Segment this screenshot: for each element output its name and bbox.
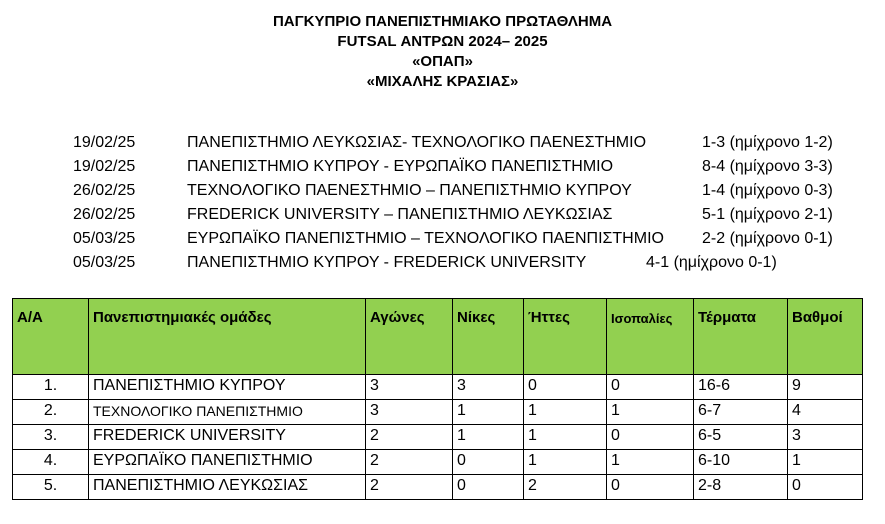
match-date: 26/02/25 (73, 206, 136, 223)
cell-played: 2 (366, 425, 453, 450)
table-row (13, 375, 863, 400)
cell-team: ΤΕΧΝΟΛΟΓΙΚΟ ΠΑΝΕΠΙΣΤΗΜΙΟ (89, 400, 366, 425)
cell-wins: 1 (453, 400, 524, 425)
cell-wins: 0 (453, 475, 524, 500)
cell-draws: 0 (607, 425, 694, 450)
header-goals: Τέρματα (694, 299, 788, 375)
match-teams: ΤΕΧΝΟΛΟΓΙΚΟ ΠΑΕΝΕΣΤΗΜΙΟ – ΠΑΝΕΠΙΣΤΗΜΙΟ ΚΥΠΡΟΥ (187, 182, 632, 199)
cell-losses: 1 (524, 400, 607, 425)
match-teams: ΠΑΝΕΠΙΣΤΗΜΙΟ ΛΕΥΚΩΣΙΑΣ- ΤΕΧΝΟΛΟΓΙΚΟ ΠΑΕΝΕΣΤΗΜΙΟ (187, 134, 647, 151)
cell-wins: 1 (453, 425, 524, 450)
table-row (13, 450, 863, 475)
cell-goals: 6-5 (694, 425, 788, 450)
match-date: 26/02/25 (73, 182, 136, 199)
match-score: 4-1 (ημίχρονο 0-1) (646, 254, 777, 271)
match-score: 2-2 (ημίχρονο 0-1) (702, 230, 833, 247)
cell-points: 9 (788, 375, 863, 400)
cell-played: 3 (366, 375, 453, 400)
cell-points: 0 (788, 475, 863, 500)
match-score: 1-3 (ημίχρονο 1-2) (702, 134, 833, 151)
header-team: Πανεπιστημιακές ομάδες (89, 299, 366, 375)
cell-played: 2 (366, 450, 453, 475)
match-teams: ΠΑΝΕΠΙΣΤΗΜΙΟ ΚΥΠΡΟΥ - ΕΥΡΩΠΑΪΚΟ ΠΑΝΕΠΙΣΤΗΜΙΟ (187, 158, 614, 175)
match-results-list (0, 131, 885, 275)
cell-rank: 5. (13, 475, 89, 500)
match-score: 8-4 (ημίχρονο 3-3) (702, 158, 833, 175)
cell-wins: 0 (453, 450, 524, 475)
cell-rank: 3. (13, 425, 89, 450)
match-result (0, 179, 885, 203)
header-rank: Α/Α (13, 299, 89, 375)
cell-rank: 1. (13, 375, 89, 400)
cell-draws: 0 (607, 375, 694, 400)
cell-points: 3 (788, 425, 863, 450)
cell-losses: 1 (524, 450, 607, 475)
cell-losses: 1 (524, 425, 607, 450)
match-result (0, 131, 885, 155)
championship-title: ΠΑΓΚΥΠΡΙΟ ΠΑΝΕΠΙΣΤΗΜΙΑΚΟ ΠΡΩΤΑΘΛΗΜΑ (272, 13, 613, 30)
cell-goals: 6-10 (694, 450, 788, 475)
table-row (13, 425, 863, 450)
trophy-title: «ΜΙΧΑΛΗΣ ΚΡΑΣΙΑΣ» (366, 73, 519, 90)
cell-played: 2 (366, 475, 453, 500)
match-teams: ΠΑΝΕΠΙΣΤΗΜΙΟ ΚΥΠΡΟΥ - FREDERICK UNIVERSITY (187, 254, 587, 271)
match-result (0, 155, 885, 179)
sponsor-title: «ΟΠΑΠ» (412, 53, 473, 70)
match-result (0, 227, 885, 251)
cell-team: FREDERICK UNIVERSITY (89, 425, 366, 450)
header-played: Αγώνες (366, 299, 453, 375)
header-wins: Νίκες (453, 299, 524, 375)
document-header (0, 12, 885, 92)
cell-losses: 2 (524, 475, 607, 500)
cell-team: ΕΥΡΩΠΑΪΚΟ ΠΑΝΕΠΙΣΤΗΜΙΟ (89, 450, 366, 475)
cell-team: ΠΑΝΕΠΙΣΤΗΜΙΟ ΛΕΥΚΩΣΙΑΣ (89, 475, 366, 500)
cell-draws: 1 (607, 450, 694, 475)
cell-goals: 2-8 (694, 475, 788, 500)
cell-wins: 3 (453, 375, 524, 400)
cell-played: 3 (366, 400, 453, 425)
cell-draws: 0 (607, 475, 694, 500)
header-points: Βαθμοί (788, 299, 863, 375)
standings-table (12, 298, 863, 500)
cell-goals: 6-7 (694, 400, 788, 425)
header-draws: Ισοπαλίες (607, 299, 694, 375)
table-row (13, 475, 863, 500)
match-teams: ΕΥΡΩΠΑΪΚΟ ΠΑΝΕΠΙΣΤΗΜΙΟ – ΤΕΧΝΟΛΟΓΙΚΟ ΠΑΕΝΠΙΣΤΗΜΙΟ (187, 230, 664, 247)
match-date: 19/02/25 (73, 134, 136, 151)
match-date: 05/03/25 (73, 230, 136, 247)
cell-points: 1 (788, 450, 863, 475)
match-score: 1-4 (ημίχρονο 0-3) (702, 182, 833, 199)
standings-header-row (13, 299, 863, 375)
cell-goals: 16-6 (694, 375, 788, 400)
header-losses: Ήττες (524, 299, 607, 375)
cell-points: 4 (788, 400, 863, 425)
match-result (0, 251, 885, 275)
cell-draws: 1 (607, 400, 694, 425)
match-score: 5-1 (ημίχρονο 2-1) (702, 206, 833, 223)
season-title: FUTSAL ΑΝΤΡΩΝ 2024– 2025 (337, 33, 548, 50)
match-teams: FREDERICK UNIVERSITY – ΠΑΝΕΠΙΣΤΗΜΙΟ ΛΕΥΚΩΣΙΑΣ (187, 206, 613, 223)
cell-team: ΠΑΝΕΠΙΣΤΗΜΙΟ ΚΥΠΡΟΥ (89, 375, 366, 400)
cell-losses: 0 (524, 375, 607, 400)
match-result (0, 203, 885, 227)
table-row (13, 400, 863, 425)
match-date: 05/03/25 (73, 254, 136, 271)
match-date: 19/02/25 (73, 158, 136, 175)
cell-rank: 2. (13, 400, 89, 425)
cell-rank: 4. (13, 450, 89, 475)
